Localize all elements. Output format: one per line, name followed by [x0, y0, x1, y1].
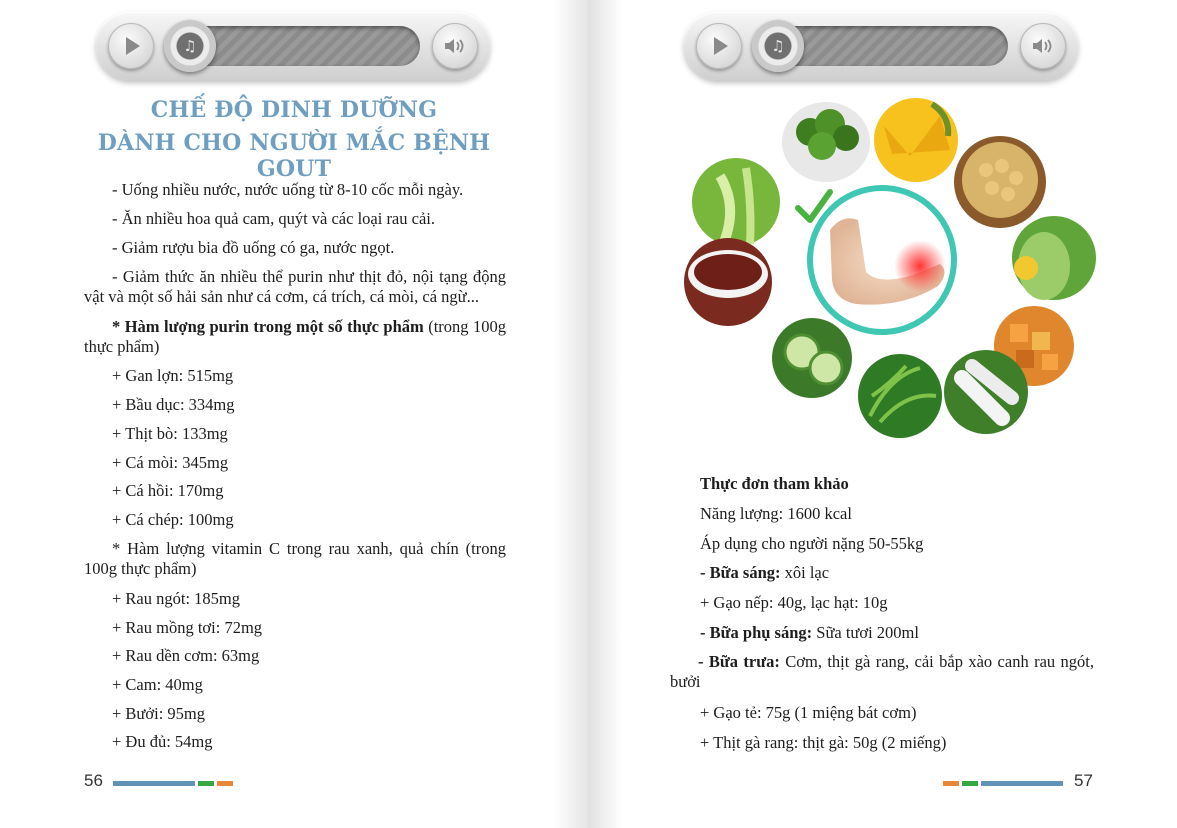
purine-item: + Cá hồi: 170mg [112, 481, 224, 500]
broccoli-bowl [782, 102, 870, 182]
play-icon [126, 37, 140, 55]
purine-item: + Cá chép: 100mg [112, 510, 234, 529]
tip-1: - Uống nhiều nước, nước uống từ 8-10 cốc mỗi ngày. [112, 180, 464, 199]
vitc-item: + Rau mồng tơi: 72mg [112, 618, 263, 637]
vitc-item: + Cam: 40mg [112, 675, 203, 694]
volume-button[interactable] [1020, 23, 1066, 69]
page-number: 56 [84, 771, 103, 790]
music-note-icon[interactable]: ♫ [164, 20, 216, 72]
leafy-greens [858, 354, 942, 438]
lunch-detail: + Thịt gà rang: thịt gà: 50g (2 miếng) [700, 733, 947, 752]
right-page [588, 0, 1177, 828]
purine-item: + Bầu dục: 334mg [112, 395, 235, 414]
play-icon [714, 37, 728, 55]
play-button[interactable] [696, 23, 742, 69]
vitc-heading: * Hàm lượng vitamin C trong rau xanh, quả chín (trong 100g thực phẩm) [84, 539, 506, 578]
energy-line: Năng lượng: 1600 kcal [700, 504, 852, 523]
pineapple [874, 98, 958, 182]
speaker-icon [1032, 37, 1054, 55]
tip-2: - Ăn nhiều hoa quả cam, quýt và các loại rau cải. [112, 209, 435, 228]
purine-heading-bold: * Hàm lượng purin trong một số thực phẩm [112, 317, 424, 336]
footer-bar-orange [217, 781, 233, 786]
purine-item: + Thịt bò: 133mg [112, 424, 228, 443]
page-title-line2: DÀNH CHO NGƯỜI MẮC BỆNH GOUT [97, 130, 491, 182]
lunch-line [670, 652, 1094, 692]
gout-foods-illustration [680, 96, 1100, 446]
breakfast-detail: + Gạo nếp: 40g, lạc hạt: 10g [700, 593, 888, 612]
snack-line [700, 623, 1124, 643]
snack-value: Sữa tươi 200ml [812, 623, 919, 642]
footer-bar-orange [943, 781, 959, 786]
vitc-item: + Rau dền cơm: 63mg [112, 646, 260, 665]
purine-heading-suffix: (trong 100g thực phẩm) [84, 317, 506, 356]
breakfast-label: - Bữa sáng: [700, 563, 781, 582]
tip-4: - Giảm thức ăn nhiều thể purin như thịt đỏ, nội tạng động vật và một số hải sản như cá cơm, cá trích, cá mòi, cá ngừ... [84, 267, 506, 306]
footer-bar-blue [113, 781, 195, 786]
play-button[interactable] [108, 23, 154, 69]
menu-title [700, 474, 1124, 494]
audio-player[interactable] [96, 12, 490, 80]
soybeans [954, 136, 1046, 228]
menu-title-text: Thực đơn tham khảo [700, 474, 849, 493]
lunch-value: Cơm, thịt gà rang, cải bắp xào canh rau ngót, bưởi [670, 652, 1094, 691]
lunch-label: - Bữa trưa: [698, 652, 780, 671]
red-beans [684, 238, 772, 326]
cabbage [692, 158, 780, 246]
audio-player[interactable] [684, 12, 1078, 80]
vitc-item: + Rau ngót: 185mg [112, 589, 241, 608]
left-page [0, 0, 588, 828]
vitc-item: + Đu đủ: 54mg [112, 732, 213, 751]
speaker-icon [444, 37, 466, 55]
tip-3: - Giảm rượu bia đồ uống có ga, nước ngọt. [112, 238, 395, 257]
purine-item: + Cá mòi: 345mg [112, 453, 229, 472]
footer-bar-green [962, 781, 978, 786]
breakfast-line [700, 563, 1124, 583]
music-note-icon[interactable]: ♫ [752, 20, 804, 72]
winter-melon [1012, 216, 1096, 300]
breakfast-value: xôi lạc [780, 563, 830, 582]
white-radish [944, 350, 1028, 434]
gout-foot-ring [810, 188, 954, 332]
volume-button[interactable] [432, 23, 478, 69]
purine-heading [84, 317, 506, 357]
vitc-item: + Bưởi: 95mg [112, 704, 205, 723]
footer-bar-green [198, 781, 214, 786]
cucumber-slices [772, 318, 852, 398]
lunch-detail: + Gạo tẻ: 75g (1 miệng bát cơm) [700, 703, 917, 722]
page-number: 57 [1074, 771, 1093, 790]
purine-item: + Gan lợn: 515mg [112, 366, 234, 385]
page-title-line1: CHẾ ĐỘ DINH DƯỠNG [150, 97, 438, 123]
applies-line: Áp dụng cho người nặng 50-55kg [700, 534, 924, 553]
snack-label: - Bữa phụ sáng: [700, 623, 813, 642]
footer-bar-blue [981, 781, 1063, 786]
